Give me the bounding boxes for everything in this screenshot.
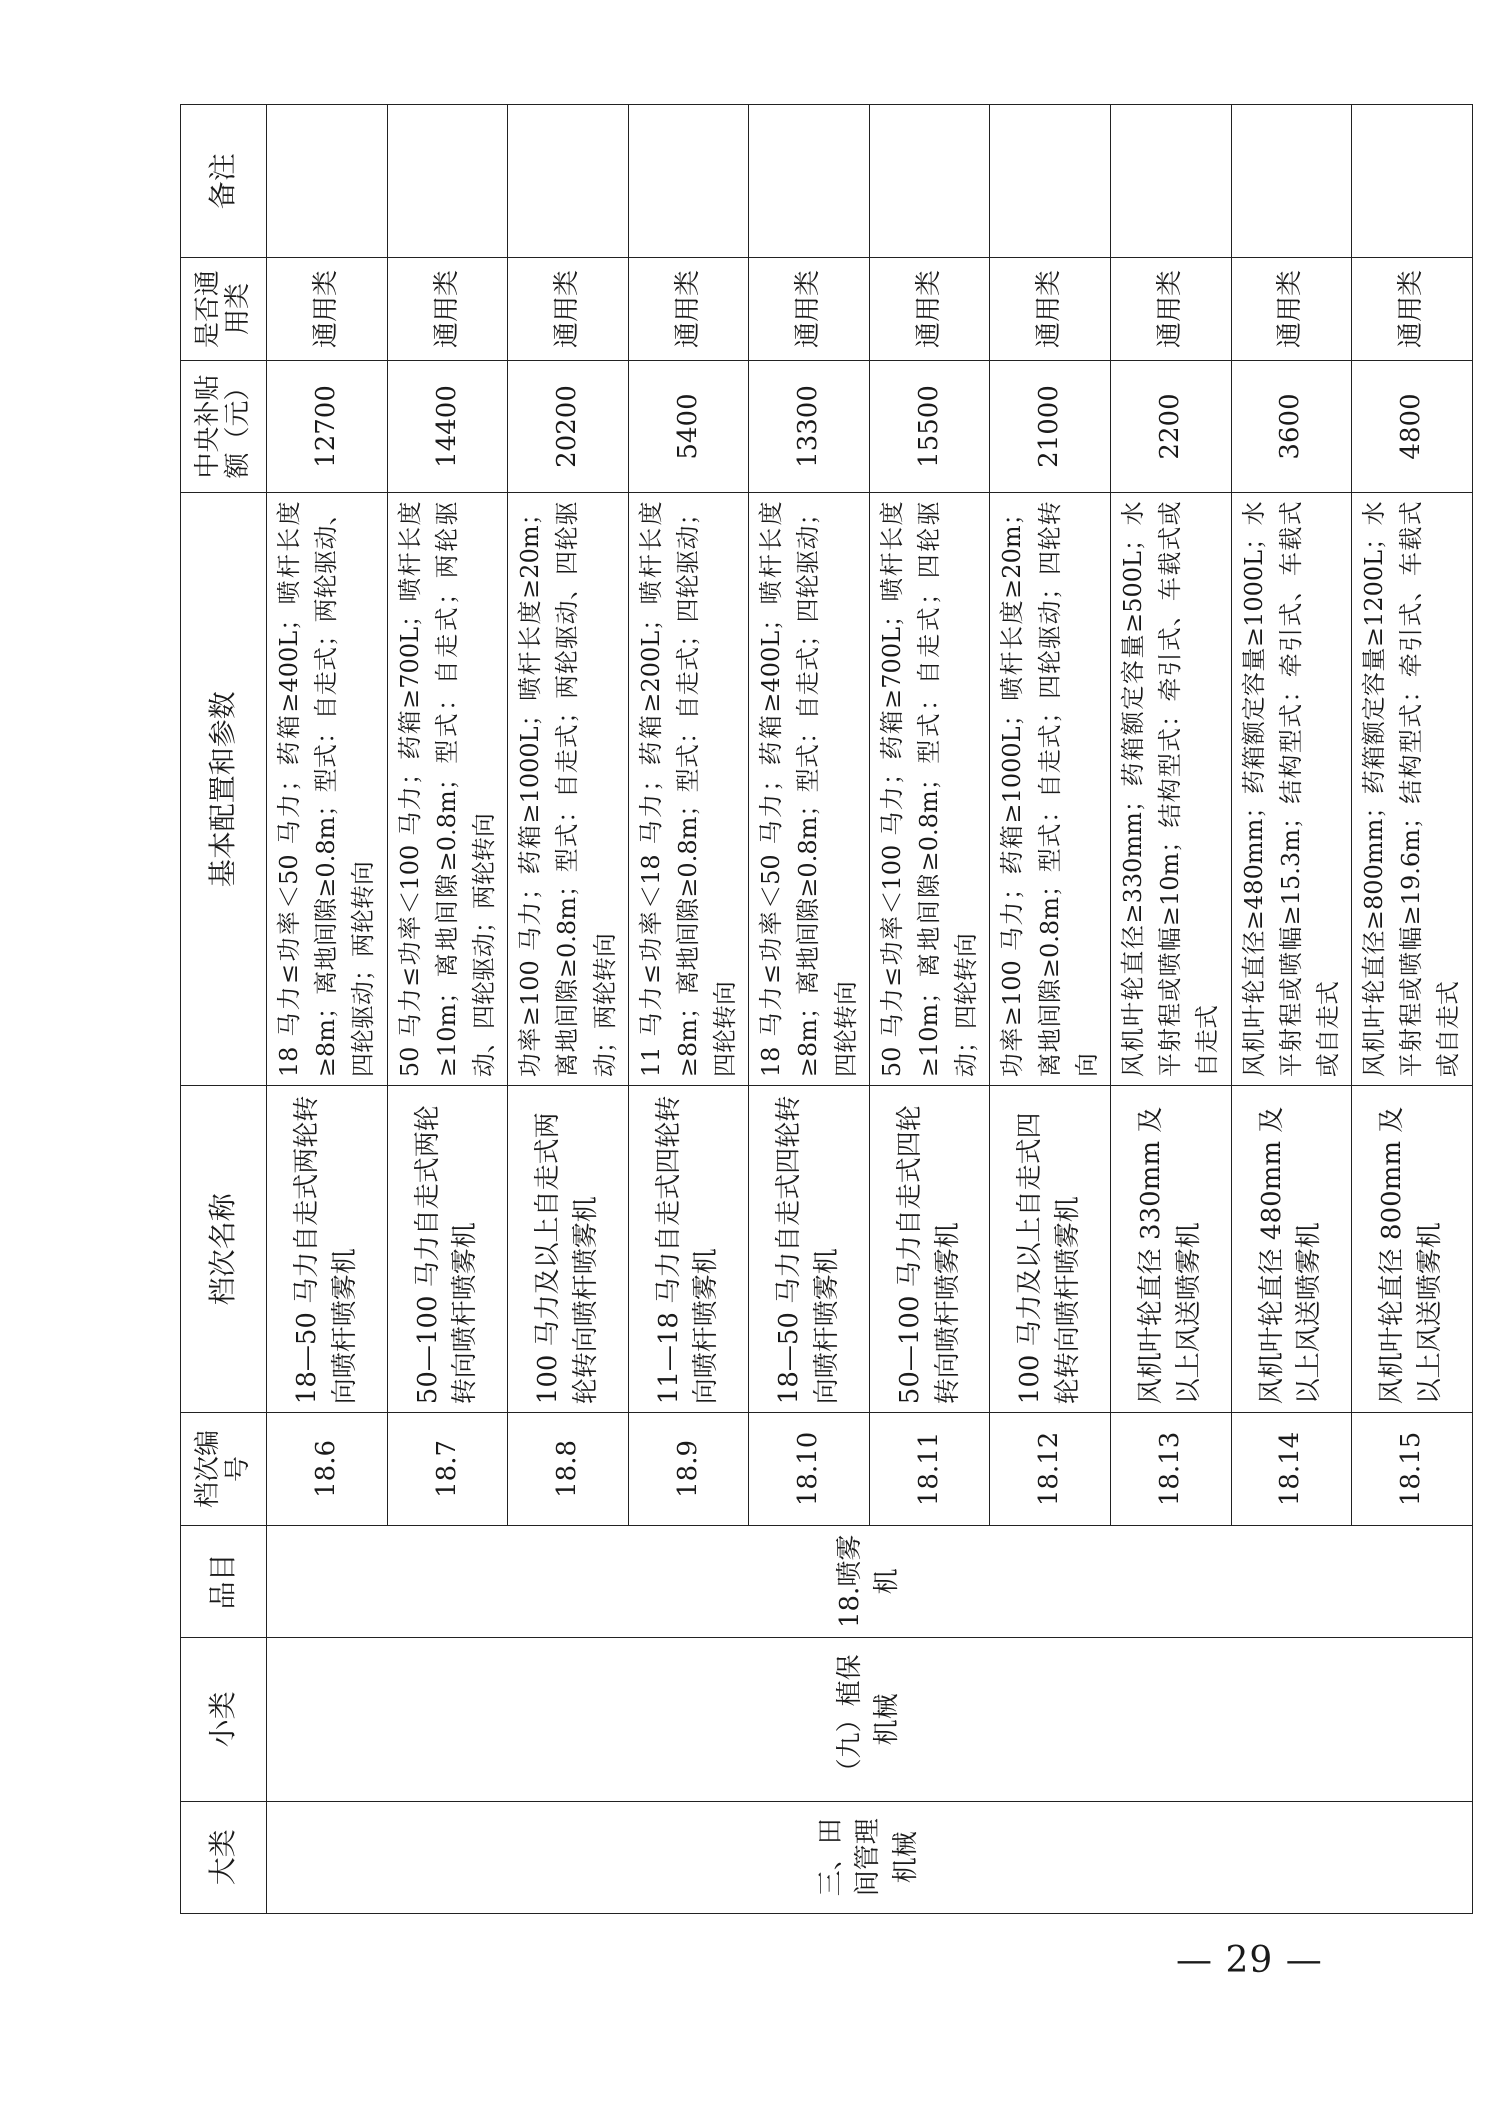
cell-remark	[869, 105, 990, 258]
header-major-category: 大类	[181, 1801, 267, 1913]
cell-grade-no: 18.12	[990, 1413, 1111, 1525]
cell-remark	[1352, 105, 1473, 258]
cell-params: 风机叶轮直径≥330mm；药箱额定容量≥500L；水平射程或喷幅≥10m；结构型式：牵引式、车载式或自走式	[1110, 493, 1231, 1086]
header-general: 是否通用类	[181, 258, 267, 360]
cell-params: 50 马力≤功率＜100 马力；药箱≥700L；喷杆长度≥10m；离地间隙≥0.8m；型式：自走式；两轮驱动、四轮驱动；两轮转向	[387, 493, 508, 1086]
cell-params: 50 马力≤功率＜100 马力；药箱≥700L；喷杆长度≥10m；离地间隙≥0.8m；型式：自走式；四轮驱动；四轮转向	[869, 493, 990, 1086]
cell-grade-no: 18.9	[628, 1413, 749, 1525]
cell-subsidy: 3600	[1231, 360, 1352, 493]
header-remarks: 备注	[181, 105, 267, 258]
cell-grade-name: 11—18 马力自走式四轮转向喷杆喷雾机	[628, 1086, 749, 1413]
cell-subsidy: 12700	[267, 360, 388, 493]
cell-subsidy: 2200	[1110, 360, 1231, 493]
cell-grade-name: 50—100 马力自走式两轮转向喷杆喷雾机	[387, 1086, 508, 1413]
cell-general: 通用类	[869, 258, 990, 360]
cell-grade-name: 18—50 马力自走式四轮转向喷杆喷雾机	[749, 1086, 870, 1413]
cell-general: 通用类	[508, 258, 629, 360]
subsidy-table	[180, 104, 1473, 1914]
cell-general: 通用类	[749, 258, 870, 360]
cell-remark	[749, 105, 870, 258]
header-subsidy: 中央补贴额（元）	[181, 360, 267, 493]
cell-subsidy: 20200	[508, 360, 629, 493]
header-minor-category: 小类	[181, 1638, 267, 1802]
cell-params: 风机叶轮直径≥800mm；药箱额定容量≥1200L；水平射程或喷幅≥19.6m；结构型式：牵引式、车载式或自走式	[1352, 493, 1473, 1086]
cell-grade-no: 18.13	[1110, 1413, 1231, 1525]
cell-general: 通用类	[267, 258, 388, 360]
cell-params: 11 马力≤功率＜18 马力；药箱≥200L；喷杆长度≥8m；离地间隙≥0.8m；型式：自走式；四轮驱动；四轮转向	[628, 493, 749, 1086]
cell-subsidy: 21000	[990, 360, 1111, 493]
header-grade-no: 档次编号	[181, 1413, 267, 1525]
cell-subsidy: 4800	[1352, 360, 1473, 493]
cell-general: 通用类	[628, 258, 749, 360]
cell-general: 通用类	[1231, 258, 1352, 360]
cell-grade-no: 18.6	[267, 1413, 388, 1525]
cell-general: 通用类	[1352, 258, 1473, 360]
cell-remark	[267, 105, 388, 258]
cell-grade-name: 100 马力及以上自走式四轮转向喷杆喷雾机	[990, 1086, 1111, 1413]
cell-item: 18.喷雾机	[267, 1525, 1473, 1637]
cell-params: 18 马力≤功率＜50 马力；药箱≥400L；喷杆长度≥8m；离地间隙≥0.8m；型式：自走式；两轮驱动、四轮驱动；两轮转向	[267, 493, 388, 1086]
cell-params: 18 马力≤功率＜50 马力；药箱≥400L；喷杆长度≥8m；离地间隙≥0.8m；型式：自走式；四轮驱动；四轮转向	[749, 493, 870, 1086]
cell-remark	[1110, 105, 1231, 258]
rotated-page-content	[180, 104, 1463, 1914]
cell-subsidy: 14400	[387, 360, 508, 493]
cell-grade-name: 100 马力及以上自走式两轮转向喷杆喷雾机	[508, 1086, 629, 1413]
cell-remark	[387, 105, 508, 258]
cell-subsidy: 5400	[628, 360, 749, 493]
cell-general: 通用类	[990, 258, 1111, 360]
cell-grade-no: 18.8	[508, 1413, 629, 1525]
cell-grade-no: 18.10	[749, 1413, 870, 1525]
cell-params: 功率≥100 马力；药箱≥1000L；喷杆长度≥20m；离地间隙≥0.8m；型式：自走式；四轮驱动；四轮转向	[990, 493, 1111, 1086]
cell-remark	[508, 105, 629, 258]
table-rotation-frame	[180, 104, 1463, 1914]
header-params: 基本配置和参数	[181, 493, 267, 1086]
cell-grade-no: 18.7	[387, 1413, 508, 1525]
cell-grade-no: 18.14	[1231, 1413, 1352, 1525]
cell-grade-no: 18.15	[1352, 1413, 1473, 1525]
cell-grade-name: 风机叶轮直径 330mm 及以上风送喷雾机	[1110, 1086, 1231, 1413]
header-grade-name: 档次名称	[181, 1086, 267, 1413]
cell-params: 风机叶轮直径≥480mm；药箱额定容量≥1000L；水平射程或喷幅≥15.3m；结构型式：牵引式、车载式或自走式	[1231, 493, 1352, 1086]
header-item: 品目	[181, 1525, 267, 1637]
cell-remark	[1231, 105, 1352, 258]
page-number: — 29 —	[1176, 1940, 1323, 1981]
cell-general: 通用类	[387, 258, 508, 360]
cell-grade-name: 风机叶轮直径 480mm 及以上风送喷雾机	[1231, 1086, 1352, 1413]
cell-subsidy: 15500	[869, 360, 990, 493]
table-row	[267, 105, 388, 1914]
cell-remark	[628, 105, 749, 258]
cell-grade-name: 风机叶轮直径 800mm 及以上风送喷雾机	[1352, 1086, 1473, 1413]
cell-general: 通用类	[1110, 258, 1231, 360]
cell-grade-name: 18—50 马力自走式两轮转向喷杆喷雾机	[267, 1086, 388, 1413]
cell-remark	[990, 105, 1111, 258]
cell-subsidy: 13300	[749, 360, 870, 493]
cell-major-category: 三、田间管理机械	[267, 1801, 1473, 1913]
cell-grade-no: 18.11	[869, 1413, 990, 1525]
table-body	[267, 105, 1473, 1914]
cell-minor-category: （九）植保机械	[267, 1638, 1473, 1802]
table-header-row	[181, 105, 267, 1914]
cell-params: 功率≥100 马力；药箱≥1000L；喷杆长度≥20m；离地间隙≥0.8m；型式：自走式；两轮驱动、四轮驱动；两轮转向	[508, 493, 629, 1086]
cell-grade-name: 50—100 马力自走式四轮转向喷杆喷雾机	[869, 1086, 990, 1413]
